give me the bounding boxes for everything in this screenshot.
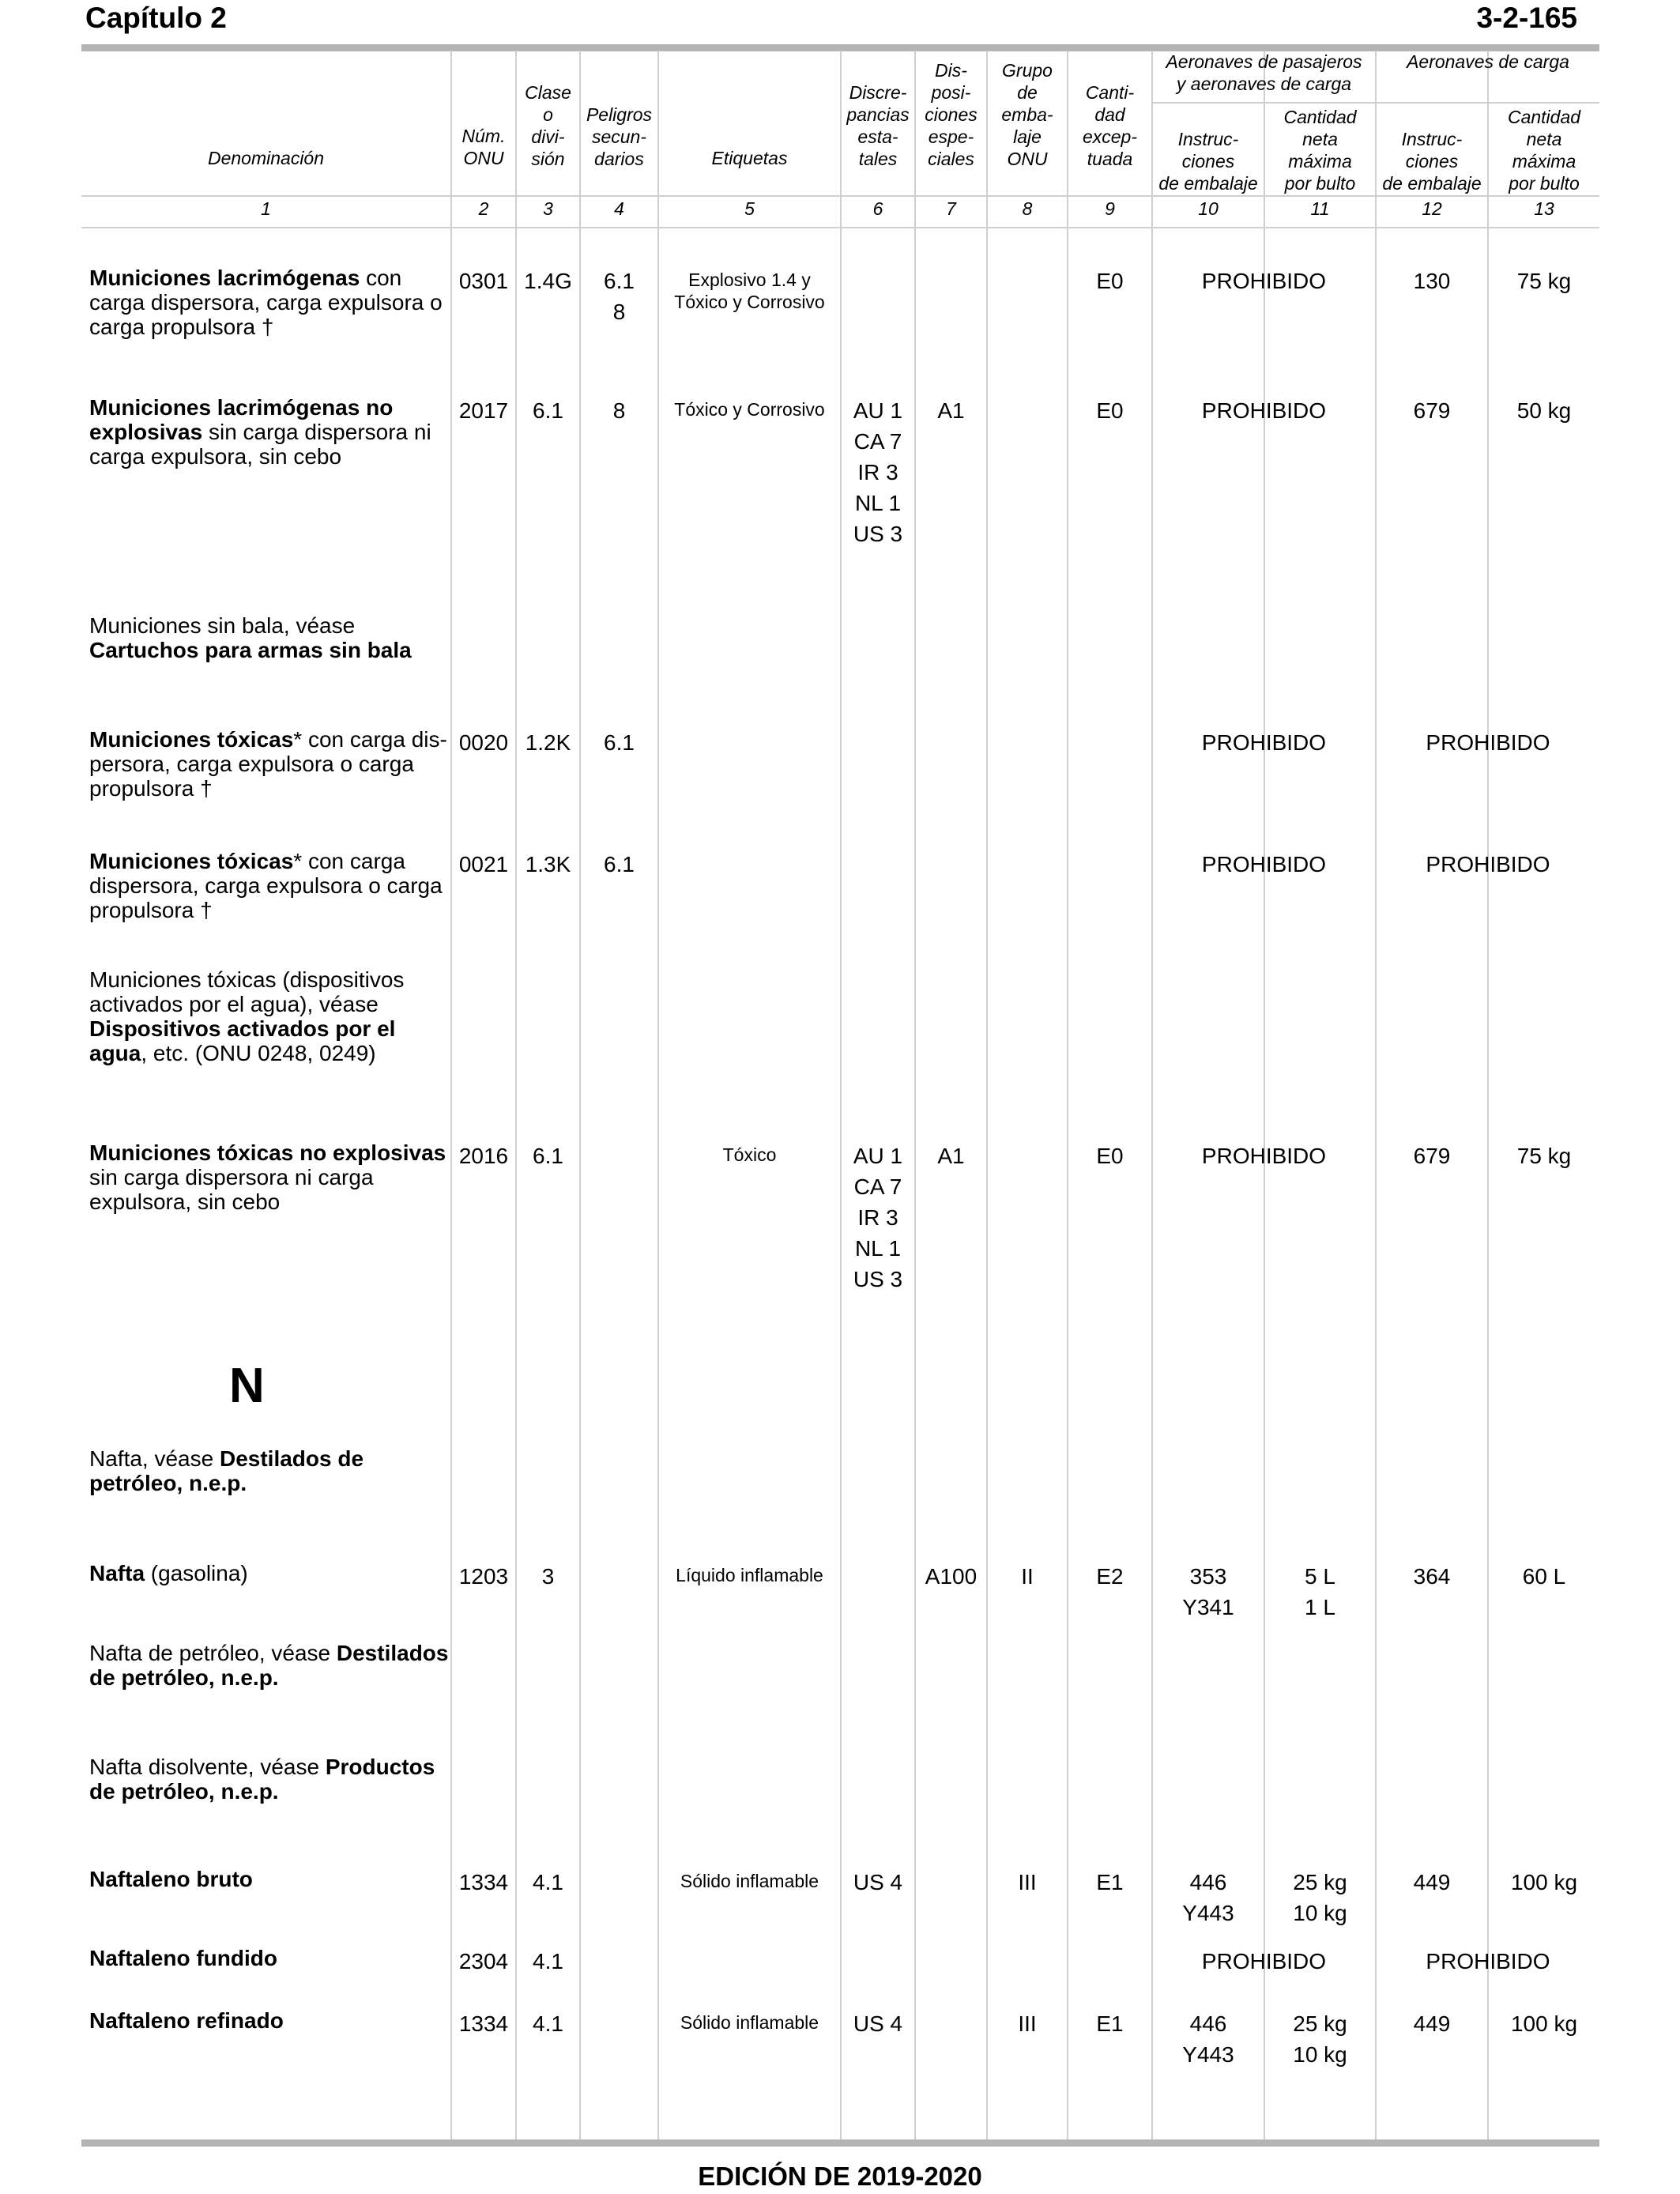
- col-header-variations: Discre- pancias esta- tales: [846, 82, 910, 169]
- cell-var: US 4: [853, 1870, 903, 1894]
- col-number: 13: [1534, 198, 1554, 219]
- cell-un: 2017: [458, 398, 509, 423]
- cell-pi_c: 449: [1413, 1870, 1451, 1894]
- col-number: 11: [1310, 198, 1330, 219]
- col-divider: [450, 51, 452, 2139]
- cell-pax: PROHIBIDO: [1201, 398, 1327, 423]
- row-denomination: Municiones tóxicas (dispositivos activados por el agua), véase Dispositivos activados por el agua, etc. (ONU 0248, 0249): [89, 967, 405, 1065]
- cell-pi_c: 130: [1413, 269, 1451, 293]
- col-number: 1: [261, 198, 271, 219]
- col-divider: [657, 51, 659, 2139]
- col-number: 5: [744, 198, 755, 219]
- cell-q_p: 25 kg 10 kg: [1293, 2011, 1347, 2067]
- col-header-pi-pax: Instruc- ciones de embalaje: [1158, 129, 1258, 194]
- cell-class: 4.1: [533, 2011, 563, 2036]
- cell-sp: A100: [925, 1564, 977, 1589]
- cell-sub: 6.1: [604, 852, 635, 876]
- cell-label: Tóxico y Corrosivo: [674, 399, 825, 420]
- cell-pi_p: 446 Y443: [1182, 2011, 1234, 2067]
- col-number: 4: [614, 198, 624, 219]
- col-number: 7: [946, 198, 956, 219]
- cell-eq: E0: [1096, 398, 1124, 423]
- cell-sp: A1: [937, 1144, 965, 1168]
- col-number: 2: [478, 198, 489, 219]
- cell-class: 6.1: [533, 398, 563, 423]
- cell-pax: PROHIBIDO: [1201, 852, 1327, 876]
- group-divider: [1151, 102, 1599, 104]
- cell-label: Sólido inflamable: [680, 1871, 819, 1891]
- col-divider: [1264, 51, 1265, 2139]
- cell-un: 1334: [458, 2011, 509, 2036]
- row-denomination: Municiones lacrimógenas con carga dispersora, carga expulsora o carga propulsora †: [89, 266, 443, 339]
- cell-class: 4.1: [533, 1870, 563, 1894]
- cell-eq: E0: [1096, 1144, 1124, 1168]
- group-header-cargo: Aeronaves de carga: [1407, 51, 1569, 72]
- cell-class: 1.3K: [525, 852, 571, 876]
- cell-un: 0301: [458, 269, 509, 293]
- cell-pg: III: [1018, 2011, 1037, 2036]
- cell-q_c: 60 L: [1522, 1564, 1566, 1589]
- cell-sub: 6.1 8: [604, 269, 635, 324]
- col-number: 6: [872, 198, 883, 219]
- cell-pi_c: 679: [1413, 398, 1451, 423]
- row-denomination: Municiones tóxicas no explosivas sin carga dispersora ni carga expulsora, sin cebo: [89, 1140, 446, 1214]
- cell-class: 6.1: [533, 1144, 563, 1168]
- cell-pax: PROHIBIDO: [1201, 1949, 1327, 1973]
- row-denomination: Naftaleno refinado: [89, 2008, 284, 2033]
- row-denomination: Naftaleno fundido: [89, 1946, 277, 1970]
- col-divider: [515, 51, 517, 2139]
- chapter-title: Capítulo 2: [85, 2, 227, 34]
- col-number: 9: [1105, 198, 1115, 219]
- col-header-subsidiary: Peligros secun- darios: [586, 104, 653, 169]
- cell-pi_p: 446 Y443: [1182, 1870, 1234, 1925]
- cell-label: Líquido inflamable: [676, 1565, 823, 1585]
- cell-sub: 6.1: [604, 730, 635, 755]
- cell-q_c: 75 kg: [1516, 269, 1572, 293]
- col-header-class: Clase o divi- sión: [525, 82, 571, 169]
- cell-pax: PROHIBIDO: [1201, 730, 1327, 755]
- cell-pi_c: 679: [1413, 1144, 1451, 1168]
- cell-cargo: PROHIBIDO: [1426, 852, 1550, 876]
- cell-sub: 8: [612, 398, 626, 423]
- cell-label: Tóxico: [722, 1144, 777, 1165]
- row-denomination: Nafta disolvente, véase Productos de petróleo, n.e.p.: [89, 1755, 435, 1804]
- cell-un: 1334: [458, 1870, 509, 1894]
- col-header-special: Dis- posi- ciones espe- ciales: [925, 60, 977, 169]
- cell-q_p: 5 L 1 L: [1305, 1564, 1335, 1619]
- cell-class: 1.4G: [524, 269, 572, 293]
- col-number: 12: [1422, 198, 1442, 219]
- row-denomination: Municiones tóxicas* con carga dispersora, carga expulsora o carga propulsora †: [89, 849, 443, 922]
- cell-class: 4.1: [533, 1949, 563, 1973]
- cell-q_c: 75 kg: [1516, 1144, 1572, 1168]
- row-denomination: Municiones lacrimógenas no explosivas sin carga dispersora ni carga expulsora, sin cebo: [89, 395, 431, 469]
- cell-class: 3: [541, 1564, 555, 1589]
- cell-eq: E1: [1096, 2011, 1124, 2036]
- cell-eq: E0: [1096, 269, 1124, 293]
- cell-pi_p: 353 Y341: [1182, 1564, 1234, 1619]
- row-denomination: Naftaleno bruto: [89, 1867, 253, 1891]
- cell-un: 2016: [458, 1144, 509, 1168]
- col-header-labels: Etiquetas: [711, 148, 788, 168]
- col-header-pi-cargo: Instruc- ciones de embalaje: [1382, 129, 1482, 194]
- col-divider: [1151, 51, 1153, 2139]
- col-number: 8: [1022, 198, 1033, 219]
- cell-q_p: 25 kg 10 kg: [1293, 1870, 1347, 1925]
- row-denomination: Nafta (gasolina): [89, 1561, 248, 1585]
- cell-cargo: PROHIBIDO: [1426, 1949, 1550, 1973]
- col-divider: [986, 51, 988, 2139]
- row-denomination: Municiones tóxicas* con carga dis-persora, carga expulsora o carga propulsora †: [89, 727, 447, 801]
- cell-un: 0021: [458, 852, 509, 876]
- cell-label: Explosivo 1.4 y Tóxico y Corrosivo: [674, 270, 825, 312]
- row-denomination: Nafta de petróleo, véase Destilados de petróleo, n.e.p.: [89, 1641, 449, 1690]
- col-header-qty-cargo: Cantidad neta máxima por bulto: [1507, 107, 1581, 194]
- number-row-divider: [81, 227, 1599, 228]
- cell-var: US 4: [853, 2011, 903, 2036]
- cell-sp: A1: [937, 398, 965, 423]
- cell-label: Sólido inflamable: [680, 2012, 819, 2033]
- cell-q_c: 50 kg: [1516, 398, 1572, 423]
- cell-eq: E2: [1096, 1564, 1124, 1589]
- row-denomination: Municiones sin bala, véase Cartuchos para armas sin bala: [89, 613, 412, 662]
- cell-un: 0020: [458, 730, 509, 755]
- col-header-denominacion: Denominación: [207, 148, 325, 168]
- header-divider: [81, 195, 1599, 197]
- cell-pax: PROHIBIDO: [1201, 269, 1327, 293]
- col-divider: [1487, 51, 1489, 2139]
- cell-eq: E1: [1096, 1870, 1124, 1894]
- cell-pi_c: 449: [1413, 2011, 1451, 2036]
- cell-pi_c: 364: [1413, 1564, 1451, 1589]
- col-header-qty-pax: Cantidad neta máxima por bulto: [1283, 107, 1357, 194]
- col-divider: [1067, 51, 1068, 2139]
- cell-un: 1203: [458, 1564, 509, 1589]
- cell-pg: II: [1021, 1564, 1034, 1589]
- col-number: 3: [543, 198, 553, 219]
- section-letter: N: [229, 1359, 265, 1413]
- cell-var: AU 1 CA 7 IR 3 NL 1 US 3: [853, 398, 903, 546]
- col-divider: [1375, 51, 1377, 2139]
- bottom-rule: [81, 2139, 1599, 2147]
- cell-var: AU 1 CA 7 IR 3 NL 1 US 3: [853, 1144, 903, 1291]
- col-number: 10: [1198, 198, 1219, 219]
- cell-pg: III: [1018, 1870, 1037, 1894]
- row-denomination: Nafta, véase Destilados de petróleo, n.e.p.: [89, 1446, 364, 1495]
- col-header-un: Núm. ONU: [461, 126, 506, 168]
- group-header-passenger: Aeronaves de pasajeros y aeronaves de carga: [1166, 51, 1362, 94]
- cell-q_c: 100 kg: [1510, 1870, 1578, 1894]
- col-divider: [914, 51, 916, 2139]
- page-number: 3-2-165: [1476, 2, 1577, 34]
- cell-class: 1.2K: [525, 730, 571, 755]
- col-divider: [579, 51, 581, 2139]
- cell-un: 2304: [458, 1949, 509, 1973]
- col-header-excepted: Canti- dad excep- tuada: [1082, 82, 1138, 169]
- col-header-packing-group: Grupo de emba- laje ONU: [1001, 60, 1053, 169]
- col-divider: [840, 51, 842, 2139]
- edition-footer: EDICIÓN DE 2019-2020: [698, 2162, 982, 2191]
- cell-q_c: 100 kg: [1510, 2011, 1578, 2036]
- cell-cargo: PROHIBIDO: [1426, 730, 1550, 755]
- cell-pax: PROHIBIDO: [1201, 1144, 1327, 1168]
